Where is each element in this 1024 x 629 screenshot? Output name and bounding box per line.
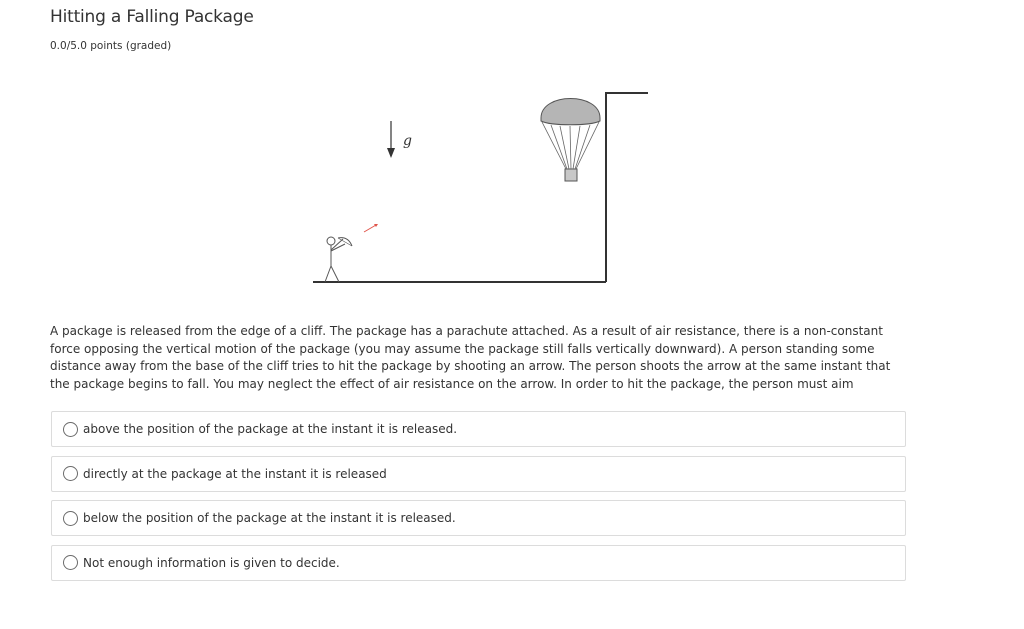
radio-directly[interactable] — [63, 466, 78, 481]
choice-label: directly at the package at the instant it is released — [83, 466, 387, 481]
answer-choices — [51, 411, 906, 589]
radio-above[interactable] — [63, 422, 78, 437]
choice-label: Not enough information is given to decide. — [83, 555, 340, 570]
radio-not-enough-info[interactable] — [63, 555, 78, 570]
package-box — [565, 169, 577, 181]
choice-below[interactable] — [51, 500, 906, 536]
flying-arrow-icon — [364, 224, 378, 232]
choice-not-enough-info[interactable] — [51, 545, 906, 581]
cliff-diagram — [0, 0, 1024, 300]
question-prompt: A package is released from the edge of a cliff. The package has a parachute attached. As a result of air resistance, there is a non-constant force opposing the vertical motion of the package (you may assume the package still falls vertically downward). A person standing some distance away from the base of the cliff tries to hit the package by shooting an arrow. The person shoots the arrow at the same instant that the package begins to fall. You may neglect the effect of air resistance on the arrow. In order to hit the package, the person must aim — [50, 324, 891, 391]
choice-label: above the position of the package at the instant it is released. — [83, 422, 458, 436]
choice-label: below the position of the package at the instant it is released. — [83, 511, 456, 525]
points-status: 0.0/5.0 points (graded) — [50, 40, 172, 52]
gravity-arrow-icon — [387, 121, 395, 158]
gravity-label: g — [403, 133, 412, 149]
radio-below[interactable] — [63, 511, 78, 526]
problem-figure — [0, 0, 1024, 300]
parachute-icon — [541, 99, 600, 170]
choice-directly[interactable] — [51, 456, 906, 492]
choice-above[interactable] — [51, 411, 906, 447]
archer-figure-icon — [325, 237, 352, 282]
problem-title: Hitting a Falling Package — [50, 7, 254, 27]
